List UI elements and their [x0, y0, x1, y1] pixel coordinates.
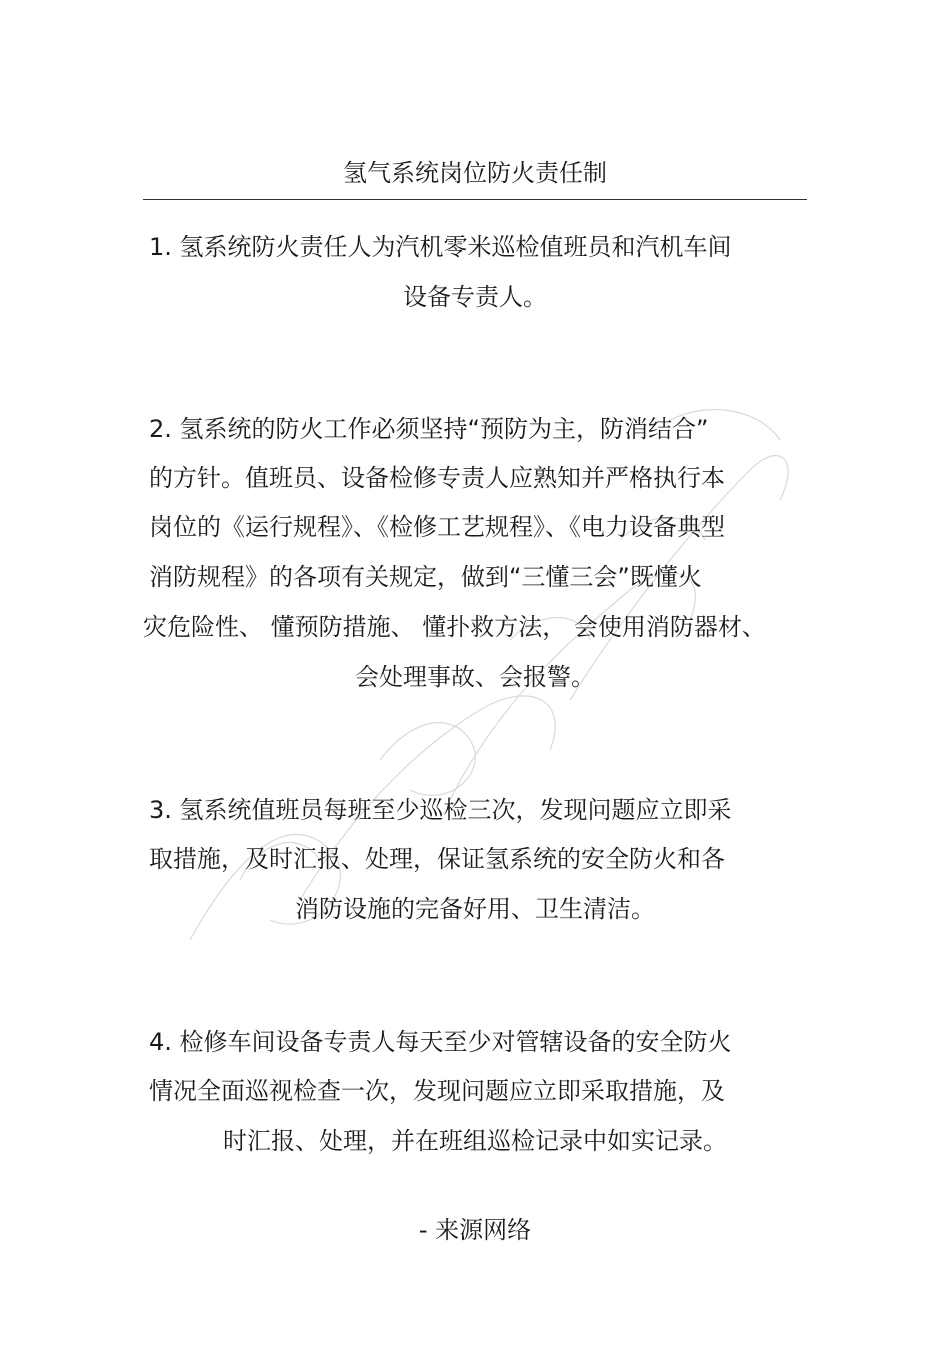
paragraph-4-line-2: 情况全面巡视检查一次，发现问题应立即采取措施，及 — [149, 1077, 725, 1105]
paragraph-3-line-2: 取措施，及时汇报、处理，保证氢系统的安全防火和各 — [149, 845, 725, 873]
paragraph-1-line-2: 设备专责人。 — [403, 283, 547, 311]
paragraph-2-line-3: 岗位的《运行规程》、《检修工艺规程》、《电力设备典型 — [149, 513, 725, 541]
document-title: 氢气系统岗位防火责任制 — [343, 159, 607, 187]
paragraph-2-line-6: 会处理事故、会报警。 — [355, 663, 595, 691]
paragraph-3-line-1: 3. 氢系统值班员每班至少巡检三次，发现问题应立即采 — [149, 796, 732, 824]
paragraph-2-line-1: 2. 氢系统的防火工作必须坚持“预防为主，防消结合” — [149, 415, 709, 443]
paragraph-2-line-2: 的方针。值班员、设备检修专责人应熟知并严格执行本 — [149, 464, 725, 492]
paragraph-1-line-1: 1. 氢系统防火责任人为汽机零米巡检值班员和汽机车间 — [149, 233, 732, 261]
paragraph-2-line-4: 消防规程》的各项有关规定，做到“三懂三会”既懂火 — [149, 563, 702, 591]
paragraph-4-line-1: 4. 检修车间设备专责人每天至少对管辖设备的安全防火 — [149, 1028, 732, 1056]
source-note: - 来源网络 — [418, 1216, 532, 1244]
paragraph-4-line-3: 时汇报、处理，并在班组巡检记录中如实记录。 — [223, 1127, 727, 1155]
paragraph-2-line-5: 灾危险性、 懂预防措施、 懂扑救方法， 会使用消防器材、 — [143, 613, 766, 641]
title-divider — [143, 199, 807, 200]
paragraph-3-line-3: 消防设施的完备好用、卫生清洁。 — [295, 895, 655, 923]
